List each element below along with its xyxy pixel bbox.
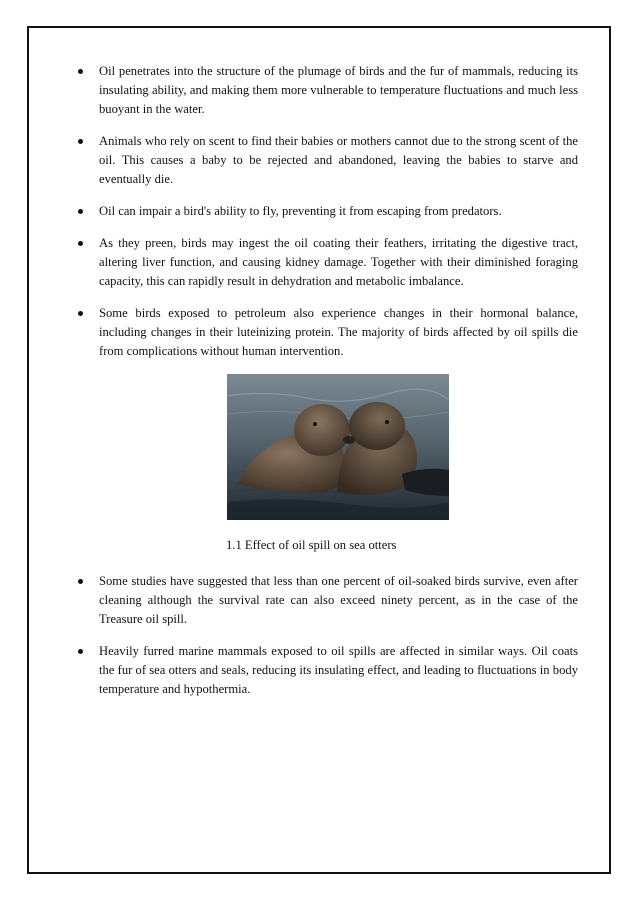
list-item-text: Some birds exposed to petroleum also experience changes in their hormonal balance, including changes in their luteinizing protein. The majority of birds affected by oil spills die from complications without human intervention. (99, 306, 578, 358)
bullet-icon (78, 69, 83, 74)
list-item (76, 572, 578, 629)
bullet-list-bottom (76, 572, 578, 699)
bullet-icon (78, 579, 83, 584)
list-item (76, 642, 578, 699)
list-item-text: Animals who rely on scent to find their babies or mothers cannot due to the strong scent of the oil. This causes a baby to be rejected and abandoned, leaving the babies to starve and eventually die. (99, 134, 578, 186)
list-item-text: Oil can impair a bird's ability to fly, preventing it from escaping from predators. (99, 204, 502, 218)
bullet-icon (78, 209, 83, 214)
figure-caption: 1.1 Effect of oil spill on sea otters (226, 538, 397, 552)
list-item-text: Some studies have suggested that less than one percent of oil-soaked birds survive, even after cleaning although the survival rate can also exceed ninety percent, as in the case of the Treasure oil spill. (99, 574, 578, 626)
list-item (76, 62, 578, 119)
list-item (76, 132, 578, 189)
list-item-text: Oil penetrates into the structure of the plumage of birds and the fur of mammals, reducing its insulating ability, and making them more vulnerable to temperature fluctuations and much less buoyant in the water. (99, 64, 578, 116)
list-item (76, 304, 578, 361)
list-item (76, 202, 578, 221)
list-item (76, 234, 578, 291)
bullet-icon (78, 311, 83, 316)
list-item-text: As they preen, birds may ingest the oil coating their feathers, irritating the digestive tract, altering liver function, and causing kidney damage. Together with their diminished foraging capacity, this can rapidly result in dehydration and metabolic imbalance. (99, 236, 578, 288)
bullet-icon (78, 649, 83, 654)
list-item-text: Heavily furred marine mammals exposed to oil spills are affected in similar ways. Oil coats the fur of sea otters and seals, reducing its insulating effect, and leading to fluctuations in body temperature and hypothermia. (99, 644, 578, 696)
document-content (76, 62, 578, 712)
sea-otters-photo (227, 374, 449, 520)
figure (76, 374, 578, 564)
bullet-icon (78, 139, 83, 144)
bullet-list-top (76, 62, 578, 361)
bullet-icon (78, 241, 83, 246)
